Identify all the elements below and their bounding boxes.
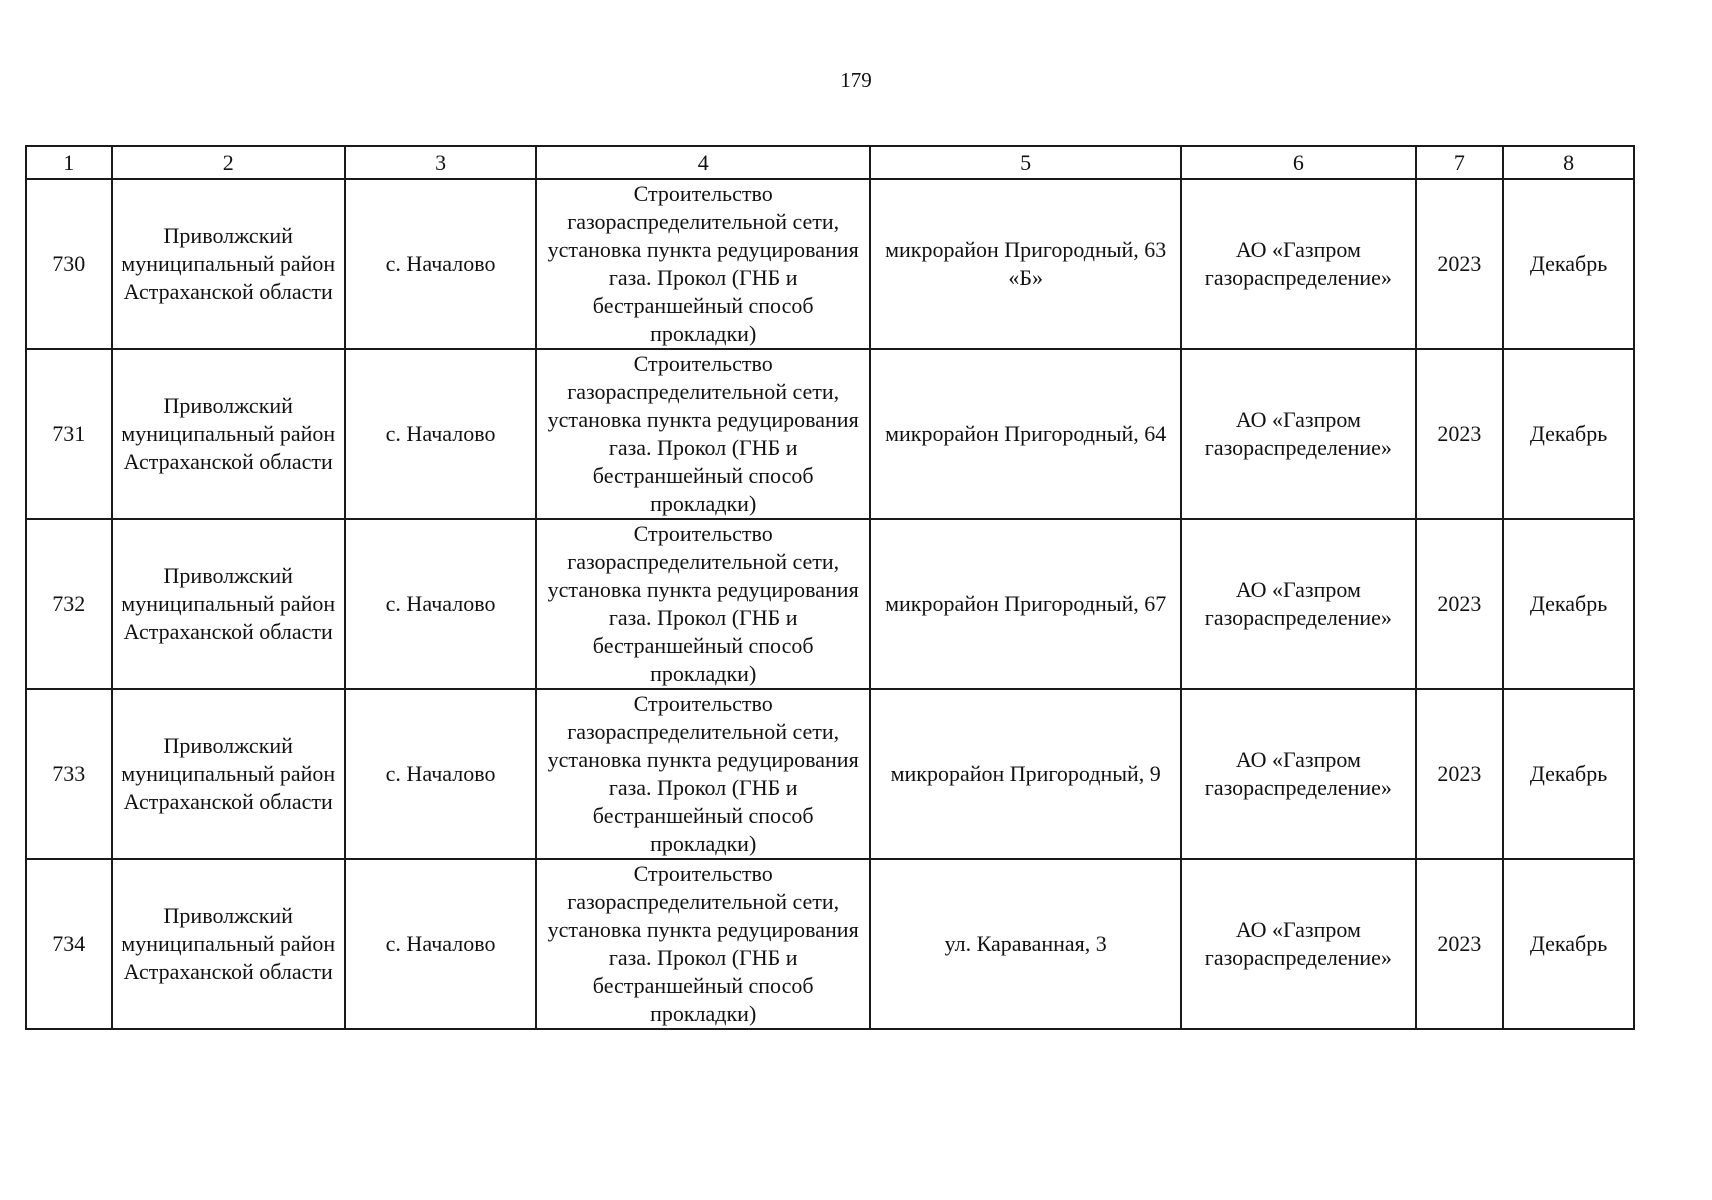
work-description-cell: Строительство газораспределительной сети, установка пункта редуцирования газа. Прокол (ГНБ и бестраншейный способ прокладки) xyxy=(536,689,870,859)
address-cell: микрорайон Пригородный, 67 xyxy=(870,519,1181,689)
settlement-cell: с. Началово xyxy=(345,349,536,519)
year-cell: 2023 xyxy=(1416,689,1504,859)
district-cell: Приволжский муниципальный район Астраханской области xyxy=(112,689,345,859)
column-header-1: 1 xyxy=(26,146,112,179)
column-header-8: 8 xyxy=(1503,146,1634,179)
district-cell: Приволжский муниципальный район Астраханской области xyxy=(112,519,345,689)
month-cell: Декабрь xyxy=(1503,179,1634,349)
address-cell: микрорайон Пригородный, 9 xyxy=(870,689,1181,859)
month-cell: Декабрь xyxy=(1503,689,1634,859)
row-number: 731 xyxy=(26,349,112,519)
column-header-3: 3 xyxy=(345,146,536,179)
table-row xyxy=(26,689,1634,859)
work-description-cell: Строительство газораспределительной сети, установка пункта редуцирования газа. Прокол (ГНБ и бестраншейный способ прокладки) xyxy=(536,349,870,519)
organization-cell: АО «Газпром газораспределение» xyxy=(1181,859,1415,1029)
table-row xyxy=(26,519,1634,689)
row-number: 733 xyxy=(26,689,112,859)
work-description-cell: Строительство газораспределительной сети, установка пункта редуцирования газа. Прокол (ГНБ и бестраншейный способ прокладки) xyxy=(536,179,870,349)
objects-table xyxy=(25,145,1635,1030)
district-cell: Приволжский муниципальный район Астраханской области xyxy=(112,349,345,519)
column-header-7: 7 xyxy=(1416,146,1504,179)
row-number: 734 xyxy=(26,859,112,1029)
settlement-cell: с. Началово xyxy=(345,859,536,1029)
table-header xyxy=(26,146,1634,179)
organization-cell: АО «Газпром газораспределение» xyxy=(1181,349,1415,519)
page-number: 179 xyxy=(840,68,872,92)
settlement-cell: с. Началово xyxy=(345,689,536,859)
month-cell: Декабрь xyxy=(1503,519,1634,689)
work-description-cell: Строительство газораспределительной сети, установка пункта редуцирования газа. Прокол (ГНБ и бестраншейный способ прокладки) xyxy=(536,859,870,1029)
column-header-4: 4 xyxy=(536,146,870,179)
column-header-6: 6 xyxy=(1181,146,1415,179)
table-row xyxy=(26,349,1634,519)
column-header-5: 5 xyxy=(870,146,1181,179)
organization-cell: АО «Газпром газораспределение» xyxy=(1181,689,1415,859)
address-cell: ул. Караванная, 3 xyxy=(870,859,1181,1029)
district-cell: Приволжский муниципальный район Астраханской области xyxy=(112,179,345,349)
year-cell: 2023 xyxy=(1416,859,1504,1029)
header-row xyxy=(26,146,1634,179)
work-description-cell: Строительство газораспределительной сети, установка пункта редуцирования газа. Прокол (ГНБ и бестраншейный способ прокладки) xyxy=(536,519,870,689)
organization-cell: АО «Газпром газораспределение» xyxy=(1181,519,1415,689)
organization-cell: АО «Газпром газораспределение» xyxy=(1181,179,1415,349)
year-cell: 2023 xyxy=(1416,179,1504,349)
address-cell: микрорайон Пригородный, 63 «Б» xyxy=(870,179,1181,349)
settlement-cell: с. Началово xyxy=(345,179,536,349)
district-cell: Приволжский муниципальный район Астраханской области xyxy=(112,859,345,1029)
month-cell: Декабрь xyxy=(1503,859,1634,1029)
year-cell: 2023 xyxy=(1416,519,1504,689)
year-cell: 2023 xyxy=(1416,349,1504,519)
table-body xyxy=(26,179,1634,1029)
table-row xyxy=(26,859,1634,1029)
column-header-2: 2 xyxy=(112,146,345,179)
settlement-cell: с. Началово xyxy=(345,519,536,689)
row-number: 730 xyxy=(26,179,112,349)
address-cell: микрорайон Пригородный, 64 xyxy=(870,349,1181,519)
table-row xyxy=(26,179,1634,349)
month-cell: Декабрь xyxy=(1503,349,1634,519)
row-number: 732 xyxy=(26,519,112,689)
